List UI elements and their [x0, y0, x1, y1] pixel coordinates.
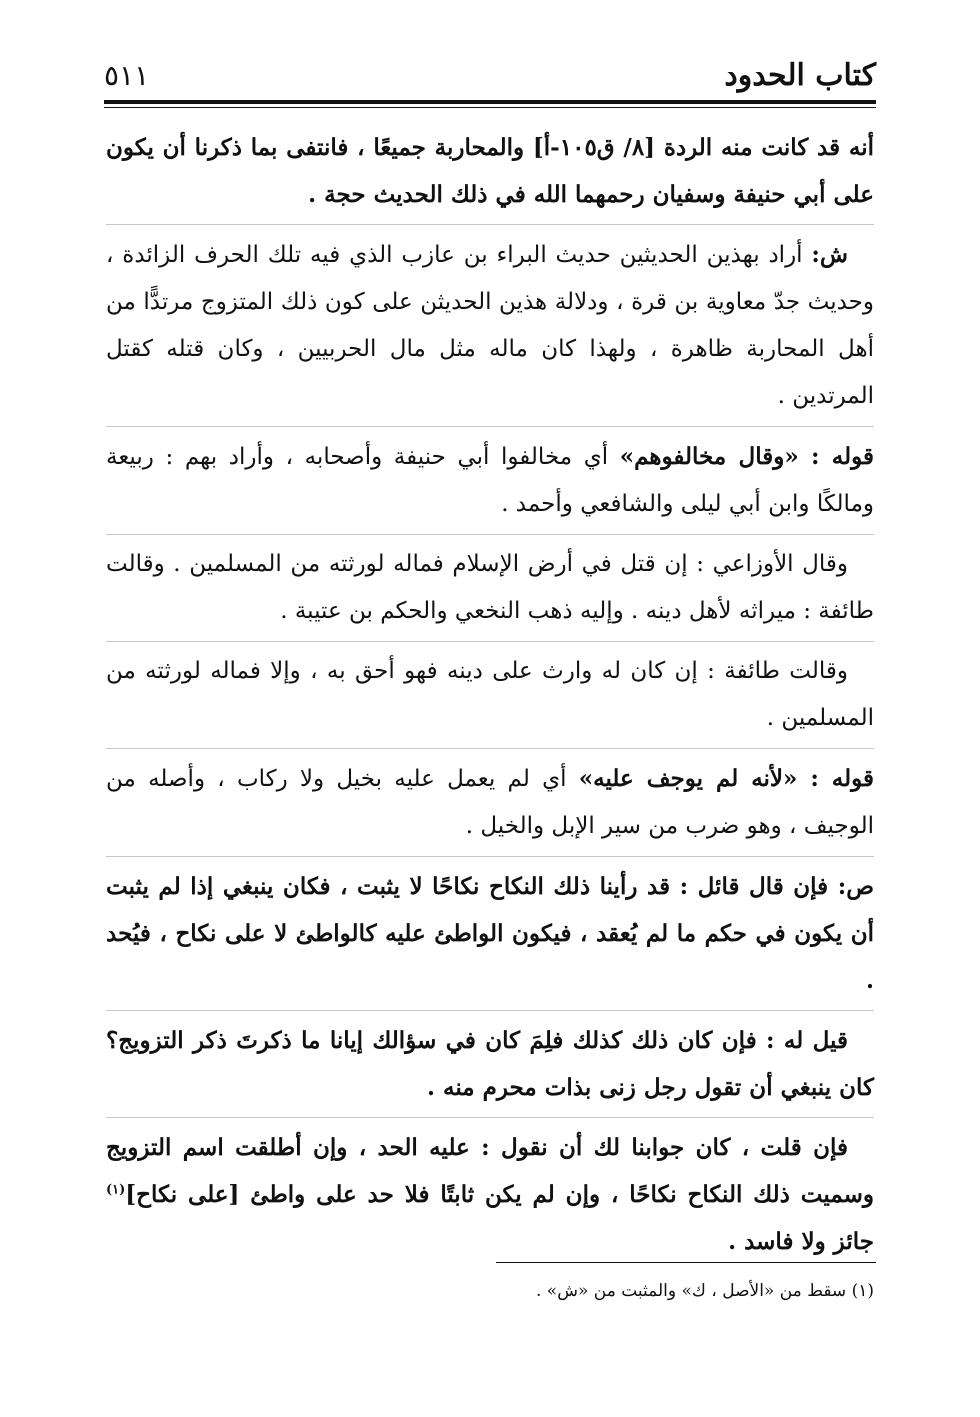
- footnote: (١) سقط من «الأصل ، ك» والمثبت من «ش» .: [535, 1281, 874, 1301]
- paragraph-text: أي لم يعمل عليه بخيل ولا ركاب ، وأصله من الوجيف ، وهو ضرب من سير الإبل والخيل .: [106, 766, 874, 839]
- paragraph-text: قيل له : فإن كان ذلك كذلك فلِمَ كان في سؤالك إيانا ما ذكرتَ ذكر التزويج؟ كان ينبغي أن تقول رجل زنى بذات محرم منه .: [106, 1027, 874, 1101]
- page-body: [106, 124, 874, 1277]
- running-title: كتاب الحدود: [724, 58, 876, 93]
- sharh-label: ش:: [811, 241, 848, 268]
- awzai-paragraph: [106, 541, 874, 642]
- qawluh-label: قوله : «وقال مخالفوهم»: [619, 443, 875, 470]
- matn-paragraph-1: [106, 124, 874, 225]
- paragraph-text: أراد بهذين الحديثين حديث البراء بن عازب الذي فيه تلك الحرف الزائدة ، وحديث جدّ معاوية بن قرة ، ودلالة هذين الحديثن على كون ذلك المتزوج مرتدًّا من أهل المحاربة ظاهرة ، ولهذا كان ماله مثل مال الحربيين ، وكان قتله كقتل المرتدين .: [106, 242, 874, 409]
- header-rule-thin: [104, 107, 876, 108]
- paragraph-text: أي مخالفوا أبي حنيفة وأصحابه ، وأراد بهم : ربيعة ومالكًا وابن أبي ليلى والشافعي وأحمد .: [106, 444, 874, 517]
- paragraph-text: وقال الأوزاعي : إن قتل في أرض الإسلام فماله لورثته من المسلمين . وقالت طائفة : ميراثه لأهل دينه . وإليه ذهب النخعي والحكم بن عتيبة .: [106, 551, 874, 624]
- paragraph-text: أنه قد كانت منه الردة [٨/ ق١٠٥-أ] والمحاربة جميعًا ، فانتفى بما ذكرنا أن يكون على أبي حنيفة وسفيان رحمهما الله في ذلك الحديث حجة .: [106, 134, 874, 208]
- matn-paragraph-2: [106, 863, 874, 1011]
- matn-paragraph-3: [106, 1017, 874, 1118]
- paragraph-text: فإن قلت ، كان جوابنا لك أن نقول : عليه الحد ، وإن أطلقت اسم التزويج وسميت ذلك النكاح نكاحًا ، وإن لم يكن ثابتًا فلا حد على واطئ [على نكاح]: [106, 1134, 874, 1208]
- page-header: [104, 56, 876, 96]
- matn-paragraph-4: [106, 1124, 874, 1271]
- qawluh-paragraph-2: [106, 755, 874, 857]
- page-number: ٥١١: [104, 59, 150, 92]
- header-rule-thick: [104, 100, 876, 104]
- qawluh-paragraph-1: [106, 433, 874, 535]
- paragraph-text: وقالت طائفة : إن كان له وارث على دينه فهو أحق به ، وإلا فماله لورثته من المسلمين .: [106, 658, 874, 731]
- footnote-rule: [496, 1262, 876, 1263]
- footnote-ref: (١): [106, 1182, 126, 1198]
- paragraph-text: ص: فإن قال قائل : قد رأينا ذلك النكاح نكاحًا لا يثبت ، فكان ينبغي إذا لم يثبت أن يكون في حكم ما لم يُعقد ، فيكون الواطئ عليه كالواطئ لا على نكاح ، فيُحد .: [106, 873, 874, 994]
- paragraph-text-end: جائز ولا فاسد .: [728, 1228, 874, 1255]
- qawluh-label: قوله : «لأنه لم يوجف عليه»: [578, 765, 875, 792]
- sharh-paragraph: [106, 231, 874, 427]
- taifa-paragraph: [106, 648, 874, 749]
